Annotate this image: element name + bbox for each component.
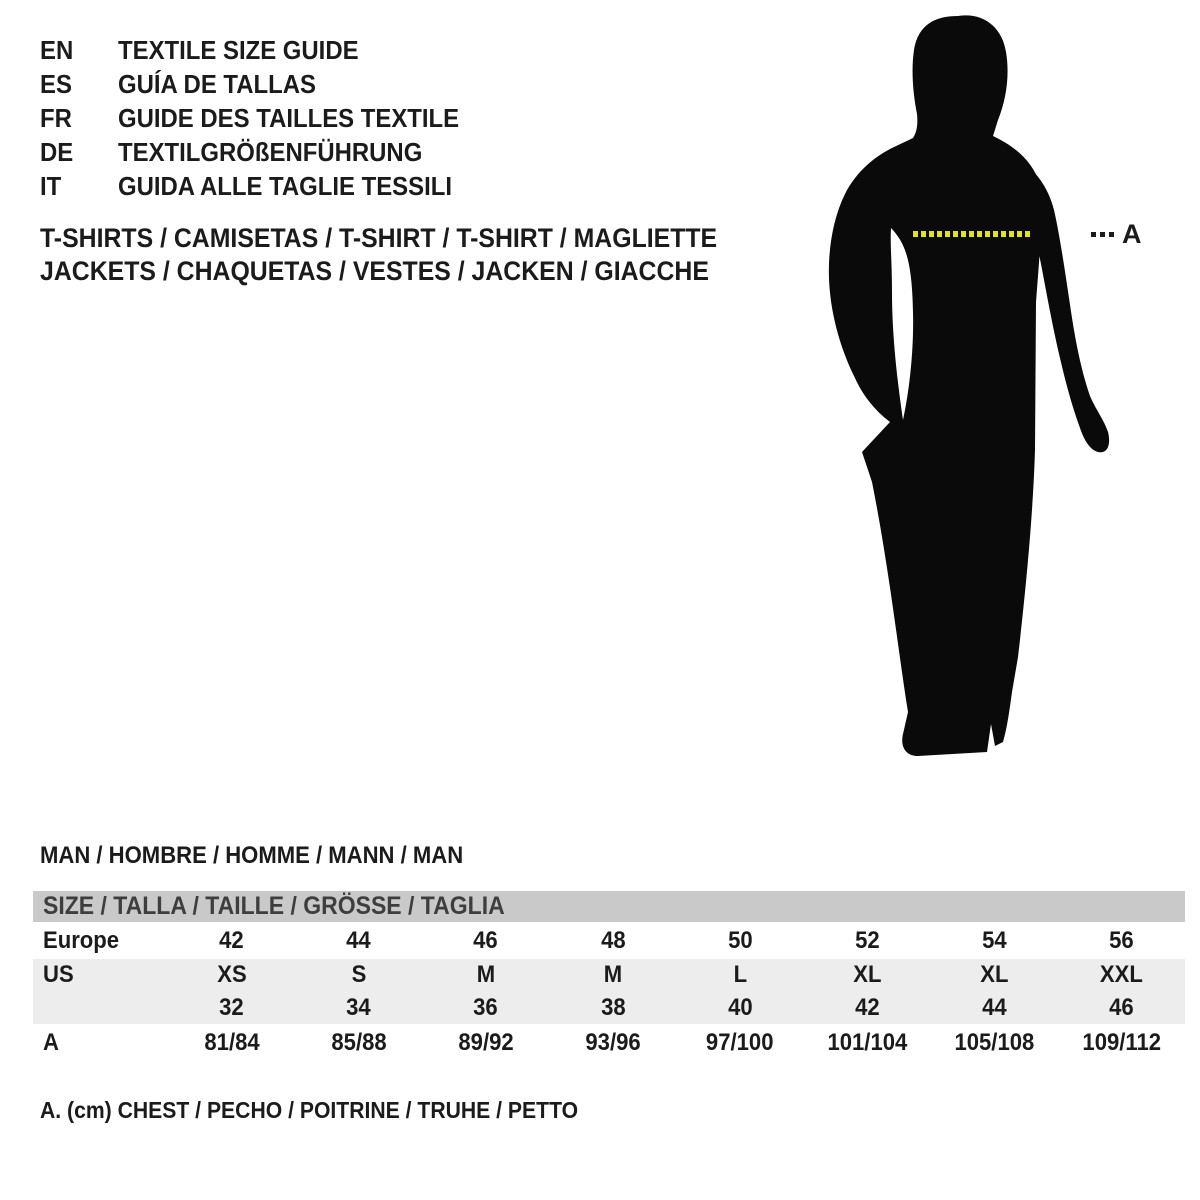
table-cell: XL — [980, 961, 1009, 988]
table-cell: 46 — [473, 926, 499, 954]
table-cell: XS — [216, 961, 247, 988]
language-list — [40, 33, 489, 203]
table-cell: 101/104 — [827, 1028, 908, 1056]
language-row-fr — [40, 101, 489, 135]
table-cell: 89/92 — [458, 1028, 514, 1056]
language-row-it — [40, 169, 489, 203]
table-cell: 32 — [219, 993, 244, 1021]
category-tshirts: T-SHIRTS / CAMISETAS / T-SHIRT / T-SHIRT / MAGLIETTE — [40, 223, 718, 253]
table-cell: 50 — [727, 926, 753, 954]
language-code: EN — [40, 34, 74, 65]
table-cell: 85/88 — [331, 1028, 387, 1056]
table-cell: 56 — [1109, 926, 1134, 954]
language-code: IT — [40, 170, 62, 201]
language-code: ES — [40, 68, 72, 99]
table-cell: 52 — [854, 926, 880, 954]
row-label: US — [43, 961, 74, 988]
table-cell: 81/84 — [203, 1028, 260, 1056]
table-cell: 42 — [219, 926, 244, 954]
table-cell: 40 — [727, 993, 753, 1021]
table-cell: 46 — [1109, 993, 1134, 1021]
size-table — [33, 922, 1185, 1061]
measurement-footnote: A. (cm) CHEST / PECHO / POITRINE / TRUHE / PETTO — [40, 1097, 579, 1123]
man-silhouette-drawing — [822, 12, 1122, 768]
table-cell: 93/96 — [585, 1028, 641, 1056]
category-list — [40, 222, 776, 288]
table-cell: L — [733, 961, 747, 988]
measure-label-a: A — [1122, 219, 1142, 249]
table-cell: XXL — [1099, 961, 1143, 988]
table-row-us — [33, 959, 1185, 991]
language-code: DE — [40, 136, 74, 167]
size-table-header-label: SIZE / TALLA / TAILLE / GRÖSSE / TAGLIA — [43, 892, 505, 920]
table-row-numeric — [33, 991, 1185, 1024]
table-cell: XL — [853, 961, 882, 988]
table-row-chest-a — [33, 1024, 1185, 1061]
table-cell: M — [476, 961, 496, 988]
table-cell: 109/112 — [1082, 1028, 1161, 1056]
table-cell: S — [351, 961, 367, 988]
table-cell: M — [603, 961, 623, 988]
language-row-es — [40, 67, 489, 101]
row-label: Europe — [43, 926, 120, 954]
table-cell: 97/100 — [706, 1028, 774, 1056]
row-label: A — [43, 1028, 59, 1056]
table-cell: 48 — [600, 926, 626, 954]
table-cell: 44 — [346, 926, 371, 954]
language-title: GUIDE DES TAILLES TEXTILE — [118, 102, 460, 133]
table-cell: 44 — [982, 993, 1007, 1021]
table-cell: 54 — [982, 926, 1007, 954]
chest-measure-dotted-line — [913, 231, 1031, 237]
language-row-de — [40, 135, 489, 169]
language-code: FR — [40, 102, 72, 133]
language-title: TEXTILGRÖßENFÜHRUNG — [118, 136, 423, 167]
table-cell: 42 — [854, 993, 880, 1021]
table-cell: 105/108 — [954, 1028, 1035, 1056]
language-title: GUÍA DE TALLAS — [118, 68, 317, 99]
table-cell: 38 — [600, 993, 626, 1021]
language-title: TEXTILE SIZE GUIDE — [118, 34, 359, 65]
language-title: GUIDA ALLE TAGLIE TESSILI — [118, 170, 453, 201]
table-row-europe — [33, 922, 1185, 959]
table-cell: 34 — [346, 993, 371, 1021]
table-cell: 36 — [473, 993, 499, 1021]
man-silhouette — [822, 12, 1122, 768]
size-table-header — [33, 891, 1185, 922]
measure-leader-dashes — [1091, 232, 1117, 237]
category-jackets: JACKETS / CHAQUETAS / VESTES / JACKEN / GIACCHE — [40, 256, 709, 286]
section-title-man: MAN / HOMBRE / HOMME / MANN / MAN — [40, 842, 464, 869]
language-row-en — [40, 33, 489, 67]
